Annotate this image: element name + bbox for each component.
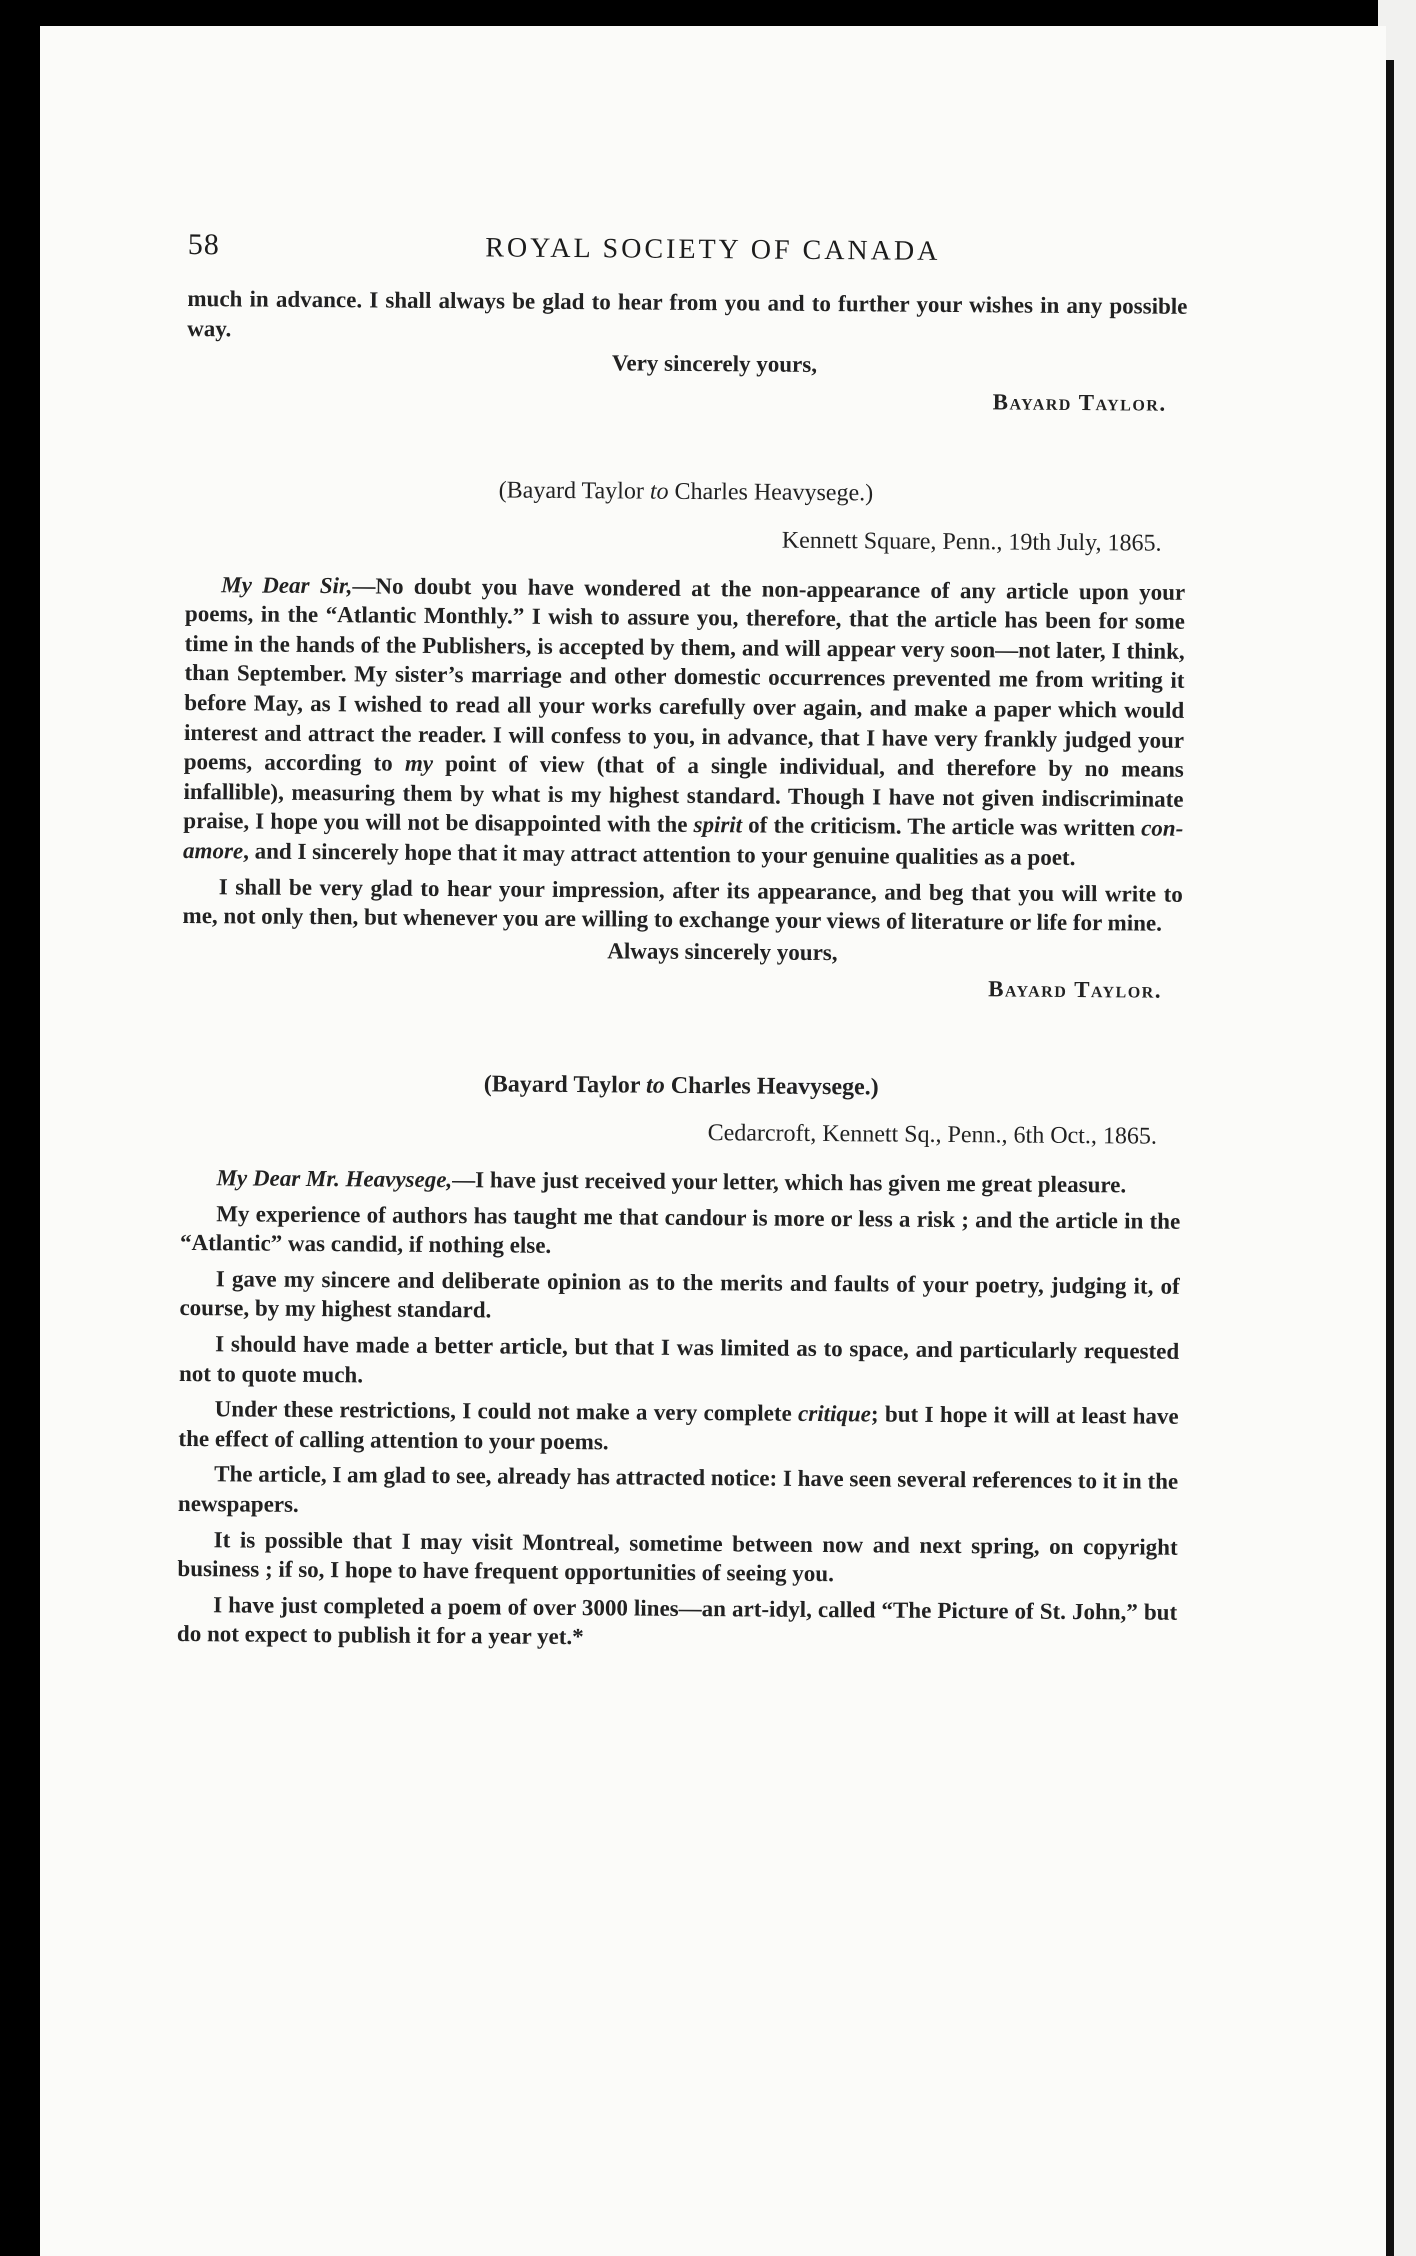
letter1-continuation: much in advance. I shall always be glad to hear from you and to further your wishes in any possible way. (187, 285, 1188, 341)
letter2-title-prefix: (Bayard Taylor (498, 477, 650, 506)
letter2-title-suffix: Charles Heavysege.) (668, 479, 874, 507)
letter3-place-date: Cedarcroft, Kennett Sq., Penn., 6th Oct., 1865. (707, 1120, 1157, 1151)
letter3-paragraph-3: I gave my sincere and deliberate opinion as to the merits and faults of your poetry, judging it, of course, by my highest standard. (179, 1266, 1180, 1323)
letter2-place-date: Kennett Square, Penn., 19th July, 1865. (781, 527, 1162, 557)
letter2-p1-part-d: , and I sincerely hope that it may attract attention to your genuine qualities as a poet. (243, 838, 1076, 870)
letter3-paragraph-7: It is possible that I may visit Montreal, sometime between now and next spring, on copyright business ; if so, I hope to have frequent opportunities of seeing you. (177, 1526, 1178, 1587)
letter3-title (181, 1068, 1181, 1105)
letter3-paragraph-5 (178, 1394, 1178, 1461)
letter1-closing: Very sincerely yours, (611, 350, 818, 378)
letter2-title-to: to (649, 479, 669, 506)
letter1-signature: Bayard Taylor. (992, 389, 1167, 416)
letter2-closing: Always sincerely yours, (607, 938, 838, 965)
letter2-salutation: My Dear Sir, (221, 571, 353, 598)
letter3-p5-part-a: Under these restrictions, I could not make a very complete (214, 1396, 799, 1427)
letter2-paragraph-1 (183, 570, 1185, 874)
running-head: ROYAL SOCIETY OF CANADA (485, 232, 941, 267)
letter2-signature: Bayard Taylor. (988, 976, 1163, 1003)
letter3-title-suffix: Charles Heavysege.) (664, 1072, 879, 1101)
letter3-title-to: to (645, 1072, 665, 1099)
letter3-title-prefix: (Bayard Taylor (483, 1071, 647, 1099)
letter3-paragraph-1 (180, 1163, 1180, 1200)
page-content (177, 228, 1188, 1657)
letter2-p1-part-a: —No doubt you have wondered at the non-appearance of any article upon your poems, in the “Atlantic Monthly.” I wish to assure you, therefore, that the article has been for some time in the hands of the Publishers, is accepted by them, and will appear very soon—not later, I think, than September. My sister’s marriage and other domestic occurrences prevented me from writing it before May, as I wished to read all your works carefully over again, and make a paper which would interest and attract the reader. I will confess to you, in advance, that I have very frankly judged your poems, according to (183, 572, 1186, 776)
page-number: 58 (187, 228, 220, 262)
letter3-paragraph-6: The article, I am glad to see, already has attracted notice: I have seen several references to it in the newspapers. (177, 1461, 1179, 1517)
letter3-p1-text: —I have just received your letter, which has given me great pleasure. (452, 1167, 1127, 1198)
letter2-p1-emphasis-con-amore: con-amore (183, 815, 1184, 864)
letter2-paragraph-2: I shall be very glad to hear your impression, after its appearance, and beg that you will write to me, not only then, but whenever you are willing to exchange your views of literature or life for mine. (182, 873, 1183, 936)
letter3-paragraph-4: I should have made a better article, but that I was limited as to space, and particularly requested not to quote much. (178, 1331, 1180, 1388)
page-gutter-shadow (1386, 60, 1394, 2256)
letter2-p1-emphasis-spirit: spirit (693, 812, 743, 838)
letter3-paragraph-2: My experience of authors has taught me that candour is more or less a risk ; and the article in the “Atlantic” was candid, if nothing else. (179, 1200, 1181, 1259)
letter2-p1-part-b: point of view (that of a single individual, and therefore by no means infallible), measuring them by what is my highest standard. Though I have not given indiscriminate praise, I hope you will not be disappointed with the (183, 751, 1184, 838)
letter2-title (186, 474, 1186, 511)
letter3-p5-part-b: ; but I hope it will at least have the effect of calling attention to your poems. (178, 1401, 1179, 1455)
letter3-paragraph-8: I have just completed a poem of over 3000 lines—an art-idyl, called “The Picture of St. John,” but do not expect to publish it for a year yet.* (176, 1592, 1178, 1650)
letter2-p1-part-c: of the criticism. The article was written (742, 812, 1142, 841)
letter2-p1-emphasis-my: my (404, 750, 434, 777)
page-header (188, 228, 1188, 280)
letter3-salutation: My Dear Mr. Heavysege, (216, 1165, 453, 1193)
letter3-p5-emphasis-critique: critique (798, 1401, 872, 1427)
